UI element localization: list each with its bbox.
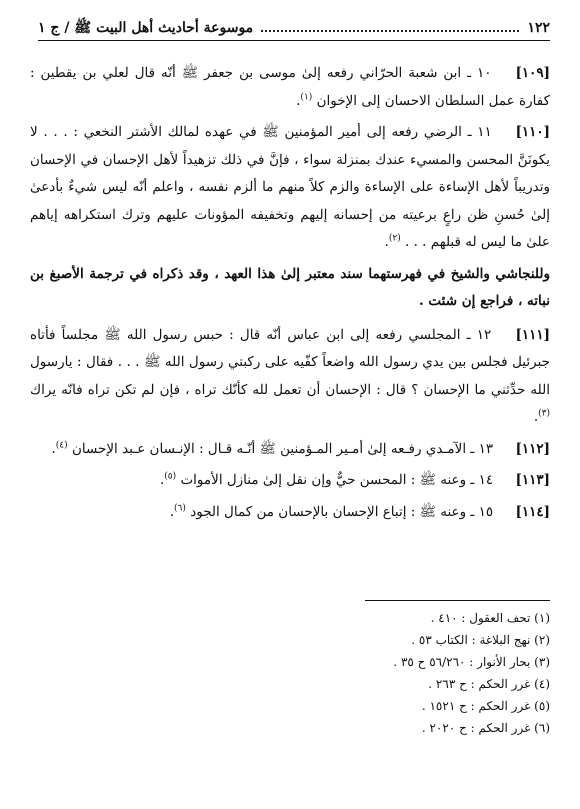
footnote-ref[interactable]: (٢): [388, 233, 401, 244]
footnote-ref[interactable]: (٤): [55, 440, 68, 450]
hadith-entry-112: [١١٢] ١٣ ـ الآمـدي رفـعه إلىٰ أمـير المـؤمنين ﷺ أنّـه قـال : الإنـسان عـبد الإحسان $^{(٤)}$.: [30, 436, 550, 464]
page-body: [30, 60, 550, 530]
footnote-4: (٤) غرر الحكم : ح ٢٦٣ .: [428, 677, 550, 691]
hadith-entry-114: [١١٤] ١٥ ـ وعنه ﷺ : إتباع الإحسان بالإحسان من كمال الجود $^{(٦)}$.: [30, 499, 550, 527]
entry-text: ١٥ ـ وعنه ﷺ : إتباع الإحسان بالإحسان من كمال الجود: [190, 503, 494, 520]
entry-number: [١١١]: [515, 326, 550, 343]
hadith-entry-110: [١١٠] ١١ ـ الرضي رفعه إلى أمير المؤمنين ﷺ في عهده لمالك الأشتر النخعي : . . . لا يكونَنَّ المحسن والمسيء عندك بمنزلة سواء ، فإنَّ في ذلك تزهيداً لأهل الإحسان في الإحسان وتدريباً لأهل الإساءة على الإساءة والزم كلاً منهم ما ألزم نفسه ، واعلم أنّه ليس شيءٌ بأدعىٰ إلىٰ حُسنِ ظن راعٍ برعيته من إحسانه إليهم وتخفيفه المؤونات عليهم وترك استكراهه إياهم علىٰ ما ليس له قبلهم . . . $^{(٢)}$.: [30, 119, 550, 257]
hadith-entry-111: [١١١] ١٢ ـ المجلسي رفعه إلى ابن عباس أنّه قال : حبس رسول الله ﷺ مجلساً فأتاه جبرئيل فجلس بين يدي رسول الله واضعاً كفّيه على ركبتي رسول الله ﷺ . . . فقال : يارسول الله حدِّثني ما الإحسان ؟ قال : الإحسان أن تعمل لله كأنّك تراه ، فإن لم تكن تراه فانّه يراك $^{(٣)}$.: [30, 322, 550, 432]
page-number: ١٢٢: [527, 20, 550, 36]
hadith-entry-109: [١٠٩] ١٠ ـ ابن شعبة الحرّاني رفعه إلىٰ موسى بن جعفر ﷺ أنّه قال لعلي بن يقطين : كفارة عمل السلطان الاحسان إلى الإخوان $^{(١)}$.: [30, 60, 550, 115]
header-rule: [38, 40, 550, 41]
entry-text: ١٠ ـ ابن شعبة الحرّاني رفعه إلىٰ موسى بن جعفر ﷺ أنّه قال لعلي بن يقطين : كفارة عمل السلطان الاحسان إلى الإخوان: [30, 65, 550, 109]
entry-text: ١٢ ـ المجلسي رفعه إلى ابن عباس أنّه قال : حبس رسول الله ﷺ مجلساً فأتاه جبرئيل فجلس بين يدي رسول الله واضعاً كفّيه على ركبتي رسول الله ﷺ . . . فقال : يارسول الله حدِّثني ما الإحسان ؟ قال : الإحسان أن تعمل لله كأنّك تراه ، فإن لم تكن تراه فانّه يراك: [30, 326, 550, 398]
entry-number: [١١٠]: [515, 124, 550, 140]
entry-text: ١٤ ـ وعنه ﷺ : المحسن حيٌّ وإن نقل إلىٰ منازل الأموات: [180, 472, 494, 488]
editor-note: وللنجاشي والشيخ في فهرستهما سند معتبر إلىٰ هذا العهد ، وقد ذكراه في ترجمة الأصبغ بن نباته ، فراجع إن شئت .: [30, 265, 550, 309]
footnote-ref[interactable]: (٥): [164, 471, 177, 482]
entry-number: [١١٤]: [515, 503, 550, 520]
footnote-3: (٣) بحار الأنوار : ٥٦/٢٦٠ ح ٣٥ .: [393, 655, 550, 669]
entry-text: ١٣ ـ الآمـدي رفـعه إلىٰ أمـير المـؤمنين ﷺ أنّـه قـال : الإنـسان عـبد الإحسان: [71, 440, 494, 457]
entry-number: [١١٢]: [515, 440, 550, 457]
page-header: [38, 18, 550, 39]
entry-number: [١١٣]: [515, 472, 550, 488]
footnote-2: (٢) نهج البلاغة : الكتاب ٥٣ .: [411, 633, 550, 647]
footnote-6: (٦) غرر الحكم : ح ٢٠٢٠ .: [421, 721, 550, 735]
footnote-ref[interactable]: (٦): [174, 503, 186, 513]
hadith-entry-113: [١١٣] ١٤ ـ وعنه ﷺ : المحسن حيٌّ وإن نقل إلىٰ منازل الأموات $^{(٥)}$.: [30, 467, 550, 495]
running-title: موسوعة أحاديث أهل البيت ﷺ / ج ١: [38, 20, 254, 36]
footnotes-section: [30, 600, 550, 739]
entry-number: [١٠٩]: [515, 65, 550, 81]
header-dot-leader: [261, 18, 519, 32]
footnote-1: (١) تحف العقول : ٤١٠ .: [430, 611, 550, 625]
footnote-ref[interactable]: (١): [300, 92, 313, 102]
footnote-separator: [365, 600, 550, 601]
footnote-5: (٥) غرر الحكم : ح ١٥٢١ .: [421, 699, 550, 713]
footnote-ref[interactable]: (٣): [538, 408, 550, 419]
entry-text: ١١ ـ الرضي رفعه إلى أمير المؤمنين ﷺ في عهده لمالك الأشتر النخعي : . . . لا يكونَنَّ المحسن والمسيء عندك بمنزلة سواء ، فإنَّ في ذلك تزهيداً لأهل الإحسان في الإحسان وتدريباً لأهل الإساءة على الإساءة والزم كلاً منهم ما ألزم نفسه ، واعلم أنّه ليس شيءٌ بأدعىٰ إلىٰ حُسنِ ظن راعٍ برعيته من إحسانه إليهم وتخفيفه المؤونات عليهم وترك استكراهه إياهم علىٰ ما ليس له قبلهم . . .: [30, 124, 550, 250]
